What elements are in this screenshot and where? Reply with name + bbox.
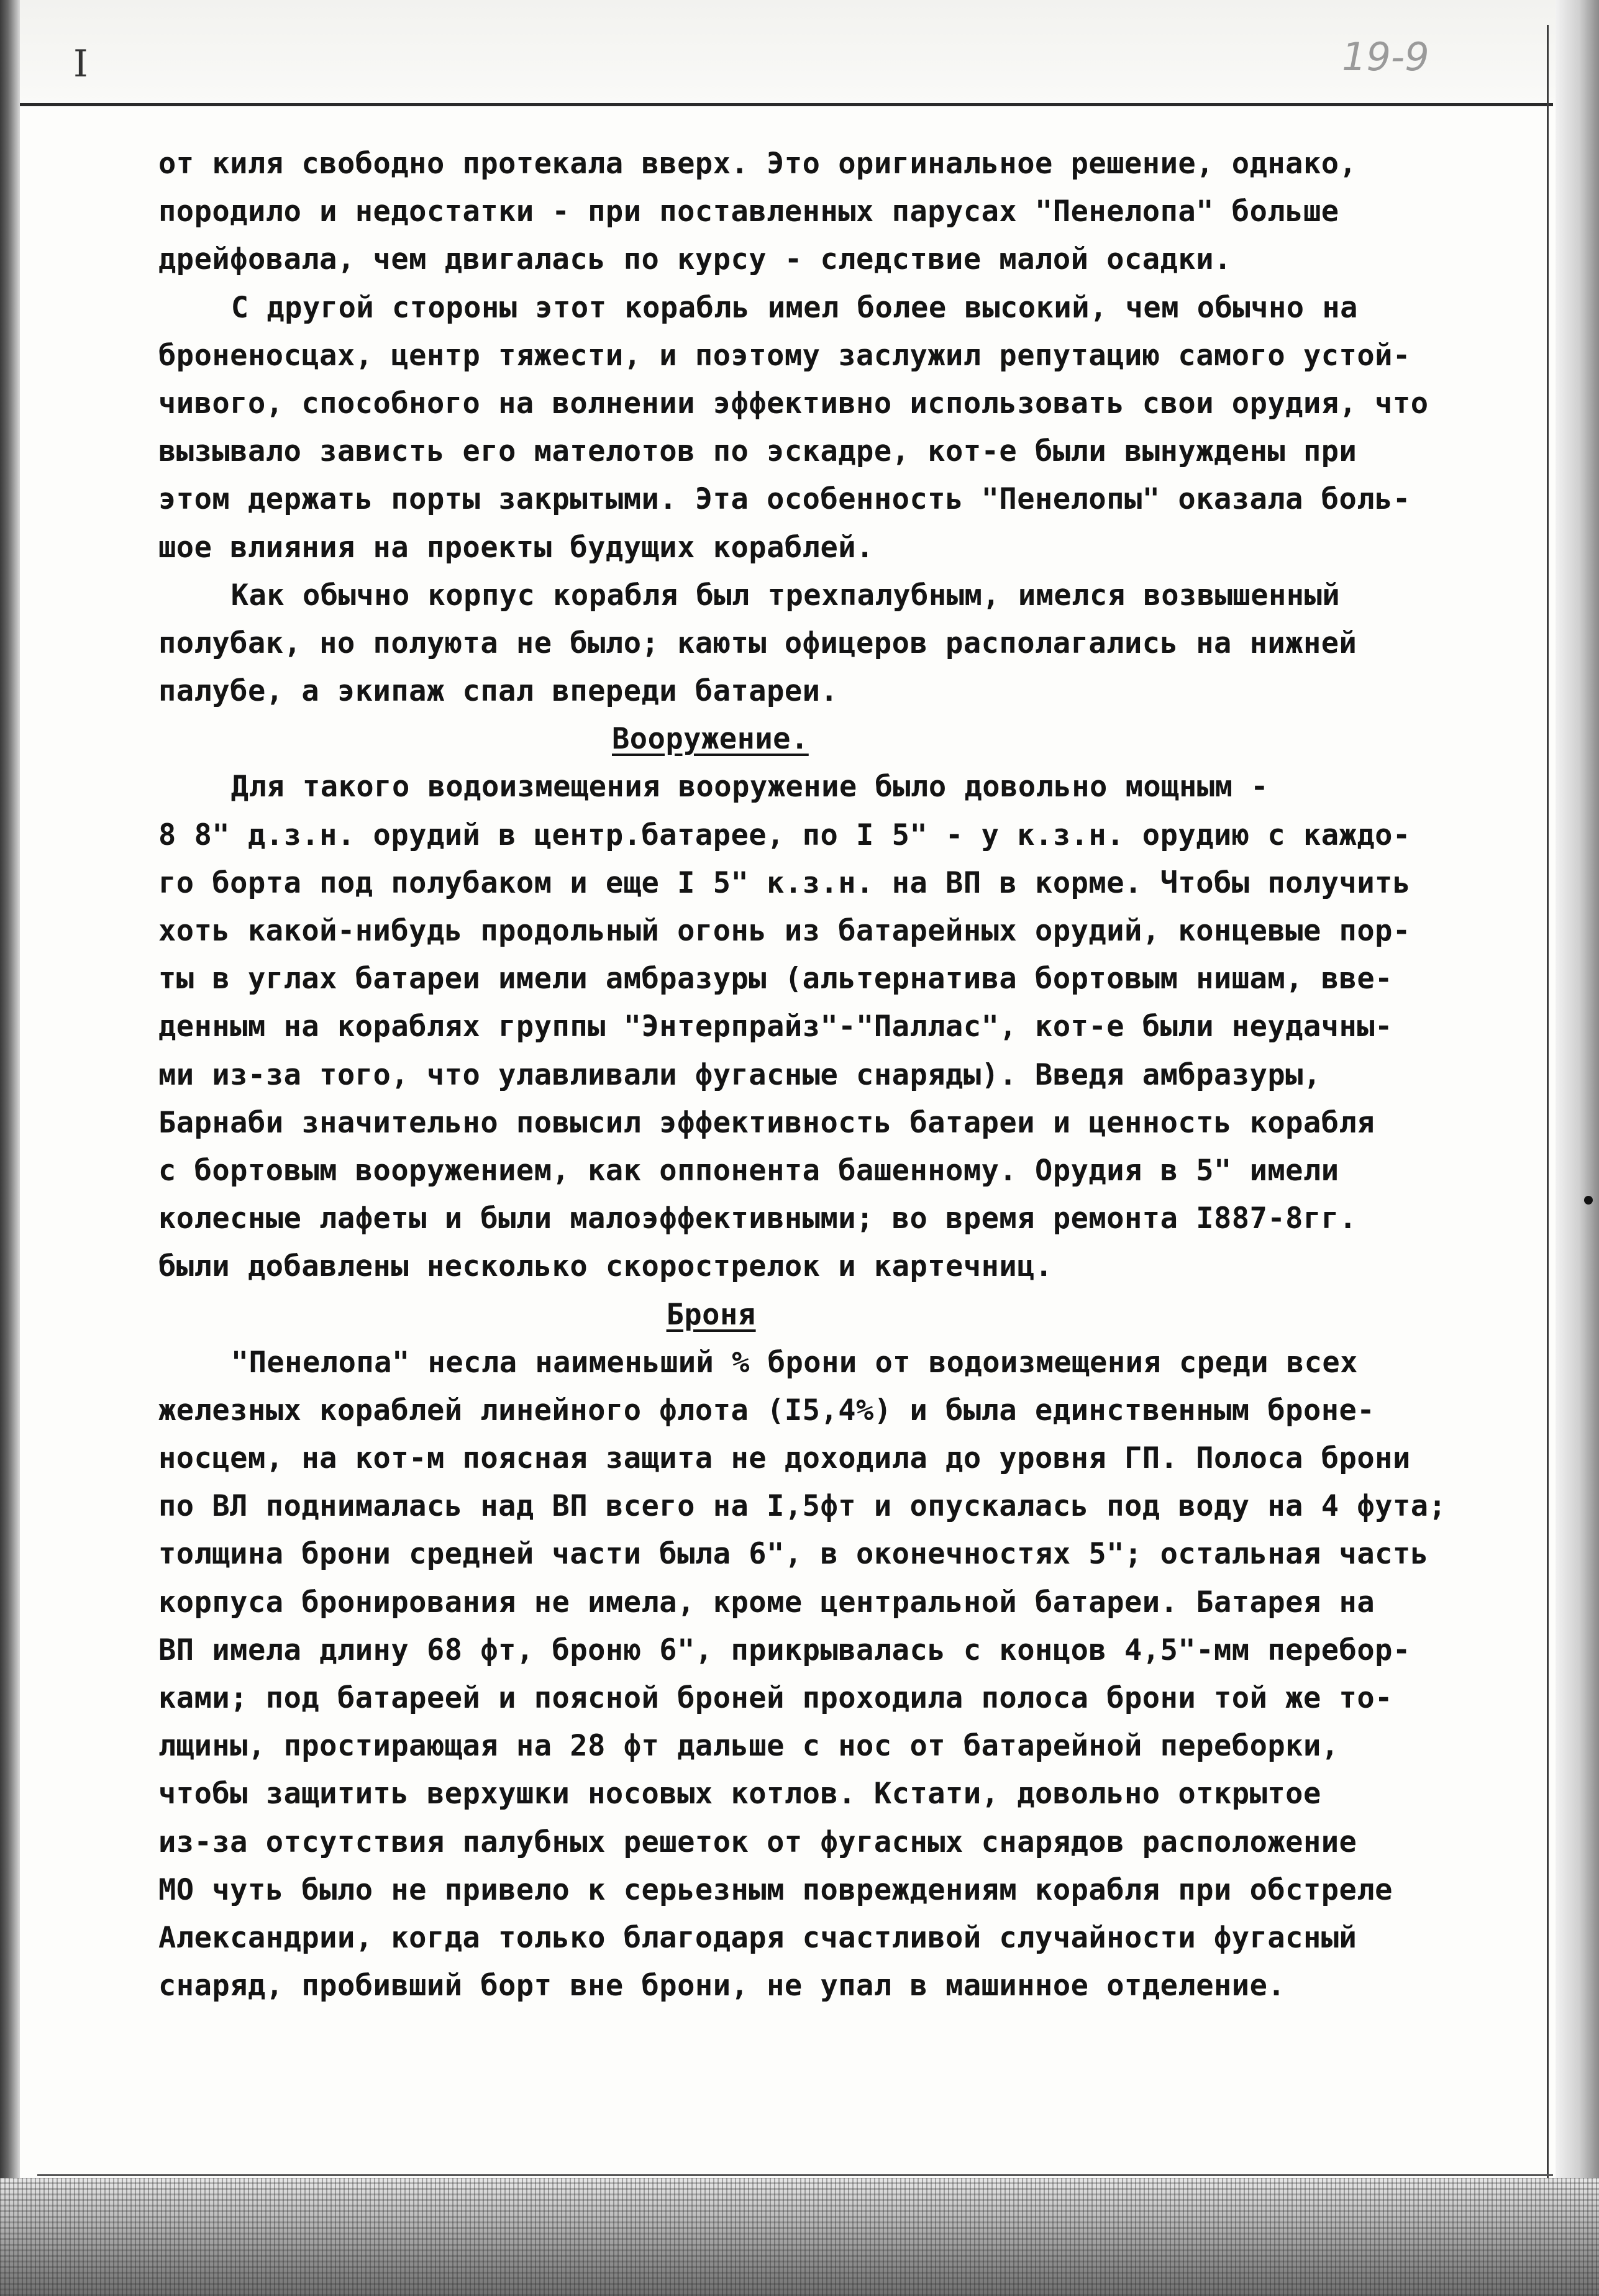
- text-line-content: чивого, способного на волнении эффективно использовать свои орудия, что: [158, 386, 1429, 421]
- text-line-content: толщина брони средней части была 6", в оконечностях 5"; остальная часть: [158, 1537, 1429, 1572]
- bottom-rule: [37, 2174, 1553, 2176]
- text-line-content: полубак, но полуюта не было; каюты офицеров располагались на нижней: [158, 626, 1357, 660]
- text-line: [158, 1674, 1544, 1722]
- text-line-content: МО чуть было не привело к серьезным повреждениям корабля при обстреле: [158, 1872, 1393, 1907]
- text-line: [158, 907, 1544, 955]
- scan-right-edge: [1556, 0, 1599, 2296]
- scan-left-edge: [0, 0, 20, 2296]
- text-line-content: С другой стороны этот корабль имел более высокий, чем обычно на: [230, 290, 1358, 325]
- text-line-content: ВП имела длину 68 фт, броню 6", прикрывалась с концов 4,5"-мм перебор-: [158, 1633, 1411, 1667]
- text-line-content: хоть какой-нибудь продольный огонь из батарейных орудий, концевые пор-: [158, 914, 1411, 948]
- text-line-content: ты в углах батареи имели амбразуры (альтернатива бортовым нишам, вве-: [158, 962, 1393, 996]
- body-text: [158, 140, 1544, 2010]
- text-line: [158, 1626, 1544, 1674]
- text-line-content: с бортовым вооружением, как оппонента башенному. Орудия в 5" имели: [158, 1153, 1339, 1188]
- text-line-content: от киля свободно протекала вверх. Это оригинальное решение, однако,: [158, 147, 1357, 181]
- text-line-content: ками; под батареей и поясной броней проходила полоса брони той же то-: [158, 1681, 1393, 1715]
- text-line-content: 8 8" д.з.н. орудий в центр.батарее, по I 5" - у к.з.н. орудию с каждо-: [158, 818, 1411, 852]
- text-line-content: чтобы защитить верхушки носовых котлов. Кстати, довольно открытое: [158, 1777, 1321, 1811]
- text-line: [158, 380, 1544, 427]
- text-line: [158, 1818, 1544, 1866]
- text-line: [158, 1434, 1544, 1482]
- text-line: [158, 1147, 1544, 1195]
- text-line-content: ми из-за того, что улавливали фугасные снаряды). Введя амбразуры,: [158, 1057, 1321, 1092]
- text-line: [158, 235, 1544, 283]
- section-heading-text: Броня: [666, 1297, 756, 1332]
- section-heading: [158, 715, 1544, 763]
- text-line: [158, 1387, 1544, 1434]
- text-line: [158, 1914, 1544, 1962]
- text-line-content: денным на кораблях группы "Энтерпрайз"-"Паллас", кот-е были неудачны-: [158, 1009, 1393, 1044]
- text-line-content: дрейфовала, чем двигалась по курсу - следствие малой осадки.: [158, 242, 1232, 277]
- text-line: [158, 1099, 1544, 1147]
- text-line-content: палубе, а экипаж спал впереди батареи.: [158, 674, 839, 709]
- text-line-content: железных кораблей линейного флота (I5,4%) и была единственным броне-: [158, 1393, 1375, 1428]
- margin-dot: [1584, 1196, 1593, 1205]
- text-line: [158, 763, 1544, 811]
- section-heading-text: Вооружение.: [612, 722, 809, 757]
- text-line: [158, 811, 1544, 859]
- text-line: [158, 1770, 1544, 1818]
- text-line-content: колесные лафеты и были малоэффективными; во время ремонта I887-8гг.: [158, 1201, 1357, 1236]
- text-line-content: Для такого водоизмещения вооружение было довольно мощным -: [230, 770, 1269, 804]
- text-line: [158, 524, 1544, 572]
- text-line-content: Барнаби значительно повысил эффективность батареи и ценность корабля: [158, 1105, 1375, 1140]
- text-line-content: из-за отсутствия палубных решеток от фугасных снарядов расположение: [158, 1824, 1357, 1859]
- section-heading: [158, 1291, 1544, 1339]
- text-line: [158, 188, 1544, 235]
- text-line: [158, 1722, 1544, 1770]
- text-line: [158, 572, 1544, 619]
- text-line-content: броненосцах, центр тяжести, и поэтому заслужил репутацию самого устой-: [158, 338, 1411, 373]
- text-line: [158, 427, 1544, 475]
- text-line: [158, 667, 1544, 715]
- text-line: [158, 140, 1544, 188]
- text-line-content: го борта под полубаком и еще I 5" к.з.н. на ВП в корме. Чтобы получить: [158, 865, 1411, 900]
- text-line-content: породило и недостатки - при поставленных парусах "Пенелопа" больше: [158, 194, 1339, 229]
- text-line-content: снаряд, пробивший борт вне брони, не упал в машинное отделение.: [158, 1969, 1286, 2003]
- archive-number: 19-9: [1342, 34, 1429, 80]
- text-line: [158, 1051, 1544, 1099]
- text-line-content: корпуса бронирования не имела, кроме центральной батареи. Батарея на: [158, 1585, 1375, 1620]
- page-number: I: [73, 42, 88, 86]
- text-line: [158, 619, 1544, 667]
- text-line: [158, 475, 1544, 523]
- text-line-content: по ВЛ поднималась над ВП всего на I,5фт и опускалась под воду на 4 фута;: [158, 1489, 1447, 1524]
- text-line-content: лщины, простирающая на 28 фт дальше с нос от батарейной переборки,: [158, 1729, 1339, 1764]
- text-line: [158, 332, 1544, 380]
- text-line-content: Александрии, когда только благодаря счастливой случайности фугасный: [158, 1920, 1357, 1955]
- top-rule: [19, 103, 1553, 106]
- text-line-content: шое влияния на проекты будущих кораблей.: [158, 530, 874, 565]
- text-line: [158, 1339, 1544, 1387]
- text-line: [158, 1003, 1544, 1050]
- text-line: [158, 1530, 1544, 1578]
- text-line: [158, 1195, 1544, 1242]
- text-line: [158, 1578, 1544, 1626]
- text-line-content: носцем, на кот-м поясная защита не доходила до уровня ГП. Полоса брони: [158, 1441, 1411, 1476]
- text-line: [158, 1242, 1544, 1290]
- text-line: [158, 955, 1544, 1003]
- text-line: [158, 1482, 1544, 1530]
- text-line-content: "Пенелопа" несла наименьший % брони от водоизмещения среди всех: [230, 1345, 1358, 1380]
- text-line-content: Как обычно корпус корабля был трехпалубным, имелся возвышенный: [230, 578, 1341, 613]
- text-line: [158, 1866, 1544, 1914]
- scan-bottom-noise: [0, 2178, 1599, 2296]
- text-line-content: вызывало зависть его мателотов по эскадре, кот-е были вынуждены при: [158, 434, 1357, 469]
- right-margin-line: [1547, 25, 1549, 2218]
- text-line: [158, 1962, 1544, 2010]
- text-line: [158, 859, 1544, 907]
- text-line: [158, 284, 1544, 332]
- text-line-content: были добавлены несколько скорострелок и картечниц.: [158, 1249, 1053, 1284]
- text-line-content: этом держать порты закрытыми. Эта особенность "Пенелопы" оказала боль-: [158, 482, 1411, 517]
